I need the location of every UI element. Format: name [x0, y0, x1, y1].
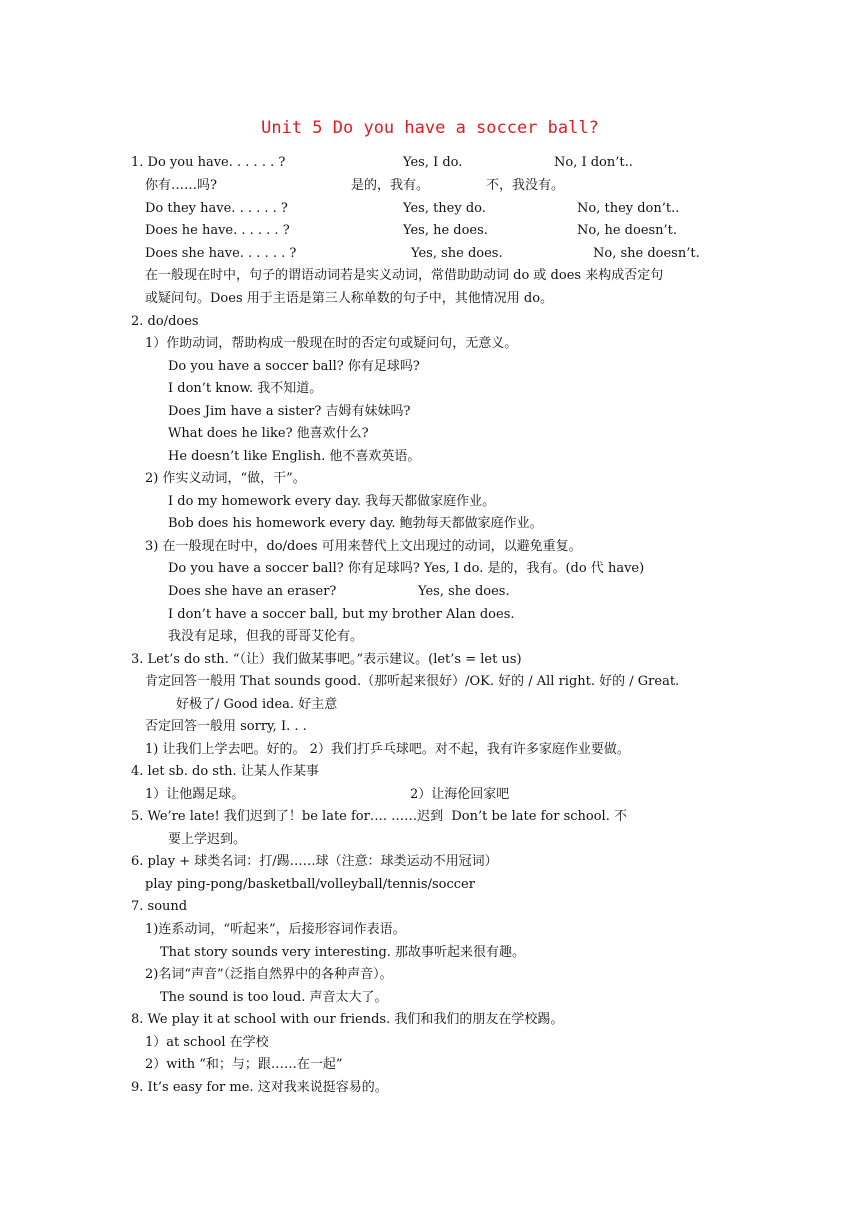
text-line: 7. sound [131, 899, 188, 914]
text-line: 你有……吗? [145, 178, 217, 193]
text-line: Bob does his homework every day. 鲍勃每天都做家庭作业。 [168, 516, 543, 531]
text-line: 8. We play it at school with our friends. 我们和我们的朋友在学校踢。 [131, 1012, 564, 1027]
text-line: 不，我没有。 [486, 178, 565, 193]
document-title: Unit 5 Do you have a soccer ball? [261, 118, 599, 138]
text-line: I do my homework every day. 我每天都做家庭作业。 [168, 494, 496, 509]
text-line: 1)连系动词，“听起来”，后接形容词作表语。 [145, 922, 406, 937]
text-line: 9. It’s easy for me. 这对我来说挺容易的。 [131, 1080, 388, 1095]
text-line: Does she have. . . . . . ? [145, 246, 297, 261]
text-line: 2) 作实义动词，“做，干”。 [145, 471, 306, 486]
text-line: 3) 在一般现在时中，do/does 可用来替代上文出现过的动词，以避免重复。 [145, 539, 582, 554]
text-line: No, I don’t.. [554, 155, 633, 170]
text-line: That story sounds very interesting. 那故事听起来很有趣。 [160, 945, 526, 960]
text-line: What does he like? 他喜欢什么? [168, 426, 369, 441]
text-line: 1) 让我们上学去吧。好的。 2）我们打乒乓球吧。对不起，我有许多家庭作业要做。 [145, 742, 630, 757]
text-line: 2)名词“声音”（泛指自然界中的各种声音）。 [145, 967, 393, 982]
text-line: Yes, I do. [403, 155, 463, 170]
text-line: No, he doesn’t. [577, 223, 678, 238]
text-line: 1）作助动词，帮助构成一般现在时的否定句或疑问句，无意义。 [145, 336, 518, 351]
text-line: Does she have an eraser? [168, 584, 337, 599]
text-line: Yes, he does. [403, 223, 488, 238]
text-line: 1）at school 在学校 [145, 1035, 269, 1050]
text-line: 在一般现在时中，句子的谓语动词若是实义动词，常借助助动词 do 或 does 来构成否定句 [145, 268, 664, 283]
text-line: Yes, they do. [403, 201, 486, 216]
text-line: 好极了/ Good idea. 好主意 [176, 697, 338, 712]
text-line: No, they don’t.. [577, 201, 680, 216]
text-line: 2）with “和；与；跟……在一起” [145, 1057, 343, 1072]
text-line: 我没有足球，但我的哥哥艾伦有。 [168, 629, 364, 644]
text-line: I don’t know. 我不知道。 [168, 381, 323, 396]
text-line: Yes, she does. [411, 246, 503, 261]
text-line: Do they have. . . . . . ? [145, 201, 288, 216]
text-line: 2）让海伦回家吧 [410, 787, 510, 802]
text-line: Do you have a soccer ball? 你有足球吗? Yes, I do. 是的，我有。(do 代 have) [168, 561, 645, 576]
text-line: No, she doesn’t. [593, 246, 700, 261]
text-line: Does he have. . . . . . ? [145, 223, 290, 238]
text-line: I don’t have a soccer ball, but my brother Alan does. [168, 607, 515, 622]
text-line: 3. Let’s do sth. “（让）我们做某事吧。”表示建议。(let’s = let us) [131, 652, 522, 667]
text-line: 2. do/does [131, 314, 199, 329]
text-line: 肯定回答一般用 That sounds good.（那听起来很好）/OK. 好的 / All right. 好的 / Great. [145, 674, 680, 689]
text-line: The sound is too loud. 声音太大了。 [160, 990, 388, 1005]
text-line: 是的，我有。 [351, 178, 430, 193]
text-line: 1）让他踢足球。 [145, 787, 245, 802]
text-line: Does Jim have a sister? 吉姆有妹妹吗? [168, 404, 411, 419]
text-line: play ping-pong/basketball/volleyball/tennis/soccer [145, 877, 475, 892]
text-line: 4. let sb. do sth. 让某人作某事 [131, 764, 319, 779]
text-line: He doesn’t like English. 他不喜欢英语。 [168, 449, 421, 464]
text-line: Yes, she does. [418, 584, 510, 599]
text-line: 或疑问句。Does 用于主语是第三人称单数的句子中，其他情况用 do。 [145, 291, 554, 306]
text-line: Do you have a soccer ball? 你有足球吗? [168, 359, 420, 374]
text-line: 1. Do you have. . . . . . ? [131, 155, 286, 170]
text-line: 否定回答一般用 sorry, I. . . [145, 719, 307, 734]
text-line: 6. play + 球类名词：打/踢……球（注意：球类运动不用冠词） [131, 854, 498, 869]
text-line: 5. We’re late! 我们迟到了！be late for…. ……迟到 Don’t be late for school. 不 [131, 809, 627, 824]
text-line: 要上学迟到。 [168, 832, 247, 847]
